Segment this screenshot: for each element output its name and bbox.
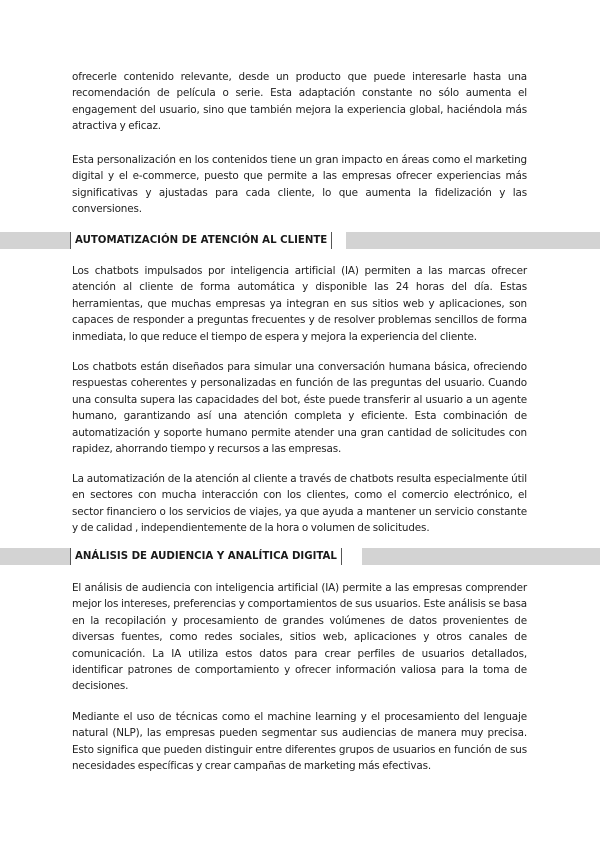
- paragraph-chatbots-design: Los chatbots están diseñados para simular una conversación humana básica, ofreciendo respuestas coherentes y personalizadas en función de las preguntas del usuario. Cuando una consulta supera las capacidades del bot, éste puede transferir al usuario a un agente humano, garantizando así una atención completa y eficiente. Esta combinación de automatización y soporte humano permite atender una gran cantidad de solicitudes con rapidez, ahorrando tiempo y recursos a las empresas.: [72, 361, 527, 456]
- paragraph-audience-techniques: Mediante el uso de técnicas como el machine learning y el procesamiento del lenguaje natural (NLP), las empresas pueden segmentar sus audiencias de manera muy precisa. Esto significa que pueden distinguir entre diferentes grupos de usuarios en función de sus necesidades específicas y crear campañas de marketing más efectivas.: [72, 711, 527, 773]
- section-title: ANÁLISIS DE AUDIENCIA Y ANALÍTICA DIGITAL: [70, 548, 342, 565]
- paragraph-chatbots-intro: Los chatbots impulsados por inteligencia artificial (IA) permiten a las marcas ofrecer atención al cliente de forma automática y disponible las 24 horas del día. Estas herramientas, que muchas empresas ya integran en sus sitios web y aplicaciones, son capaces de responder a preguntas frecuentes y de resolver problemas sencillos de forma inmediata, lo que reduce el tiempo de espera y mejora la experiencia del cliente.: [72, 265, 527, 343]
- paragraph-personalization-intro: ofrecerle contenido relevante, desde un producto que puede interesarle hasta una recomendación de película o serie. Esta adaptación constante no sólo aumenta el engagement del usuario, sino que también mejora la experiencia global, haciéndola más atractiva y eficaz.: [72, 71, 527, 133]
- section-bar-right: [362, 548, 600, 565]
- paragraph-personalization-impact: Esta personalización en los contenidos tiene un gran impacto en áreas como el marketing digital y el e-commerce, puesto que permite a las empresas ofrecer experiencias más significativas y ajustadas para cada cliente, lo que aumenta la fidelización y las conversiones.: [72, 154, 527, 216]
- section-bar-left: [0, 548, 70, 565]
- section-bar-right: [346, 232, 600, 249]
- section-bar-left: [0, 232, 70, 249]
- section-header-analisis: [0, 548, 600, 565]
- section-title: AUTOMATIZACIÓN DE ATENCIÓN AL CLIENTE: [70, 232, 332, 249]
- section-header-automatizacion: [0, 232, 600, 249]
- paragraph-audience-intro: El análisis de audiencia con inteligencia artificial (IA) permite a las empresas comprender mejor los intereses, preferencias y comportamientos de sus usuarios. Este análisis se basa en la recopilación y procesamiento de grandes volúmenes de datos provenientes de diversas fuentes, como redes sociales, sitios web, aplicaciones y otros canales de comunicación. La IA utiliza estos datos para crear perfiles de usuarios detallados, identificar patrones de comportamiento y ofrecer información valiosa para la toma de decisiones.: [72, 582, 527, 693]
- paragraph-chatbots-sectors: La automatización de la atención al cliente a través de chatbots resulta especialmente útil en sectores con mucha interacción con los clientes, como el comercio electrónico, el sector financiero o los servicios de viajes, ya que ayuda a mantener un servicio constante y de calidad , independientemente de la hora o volumen de solicitudes.: [72, 473, 527, 535]
